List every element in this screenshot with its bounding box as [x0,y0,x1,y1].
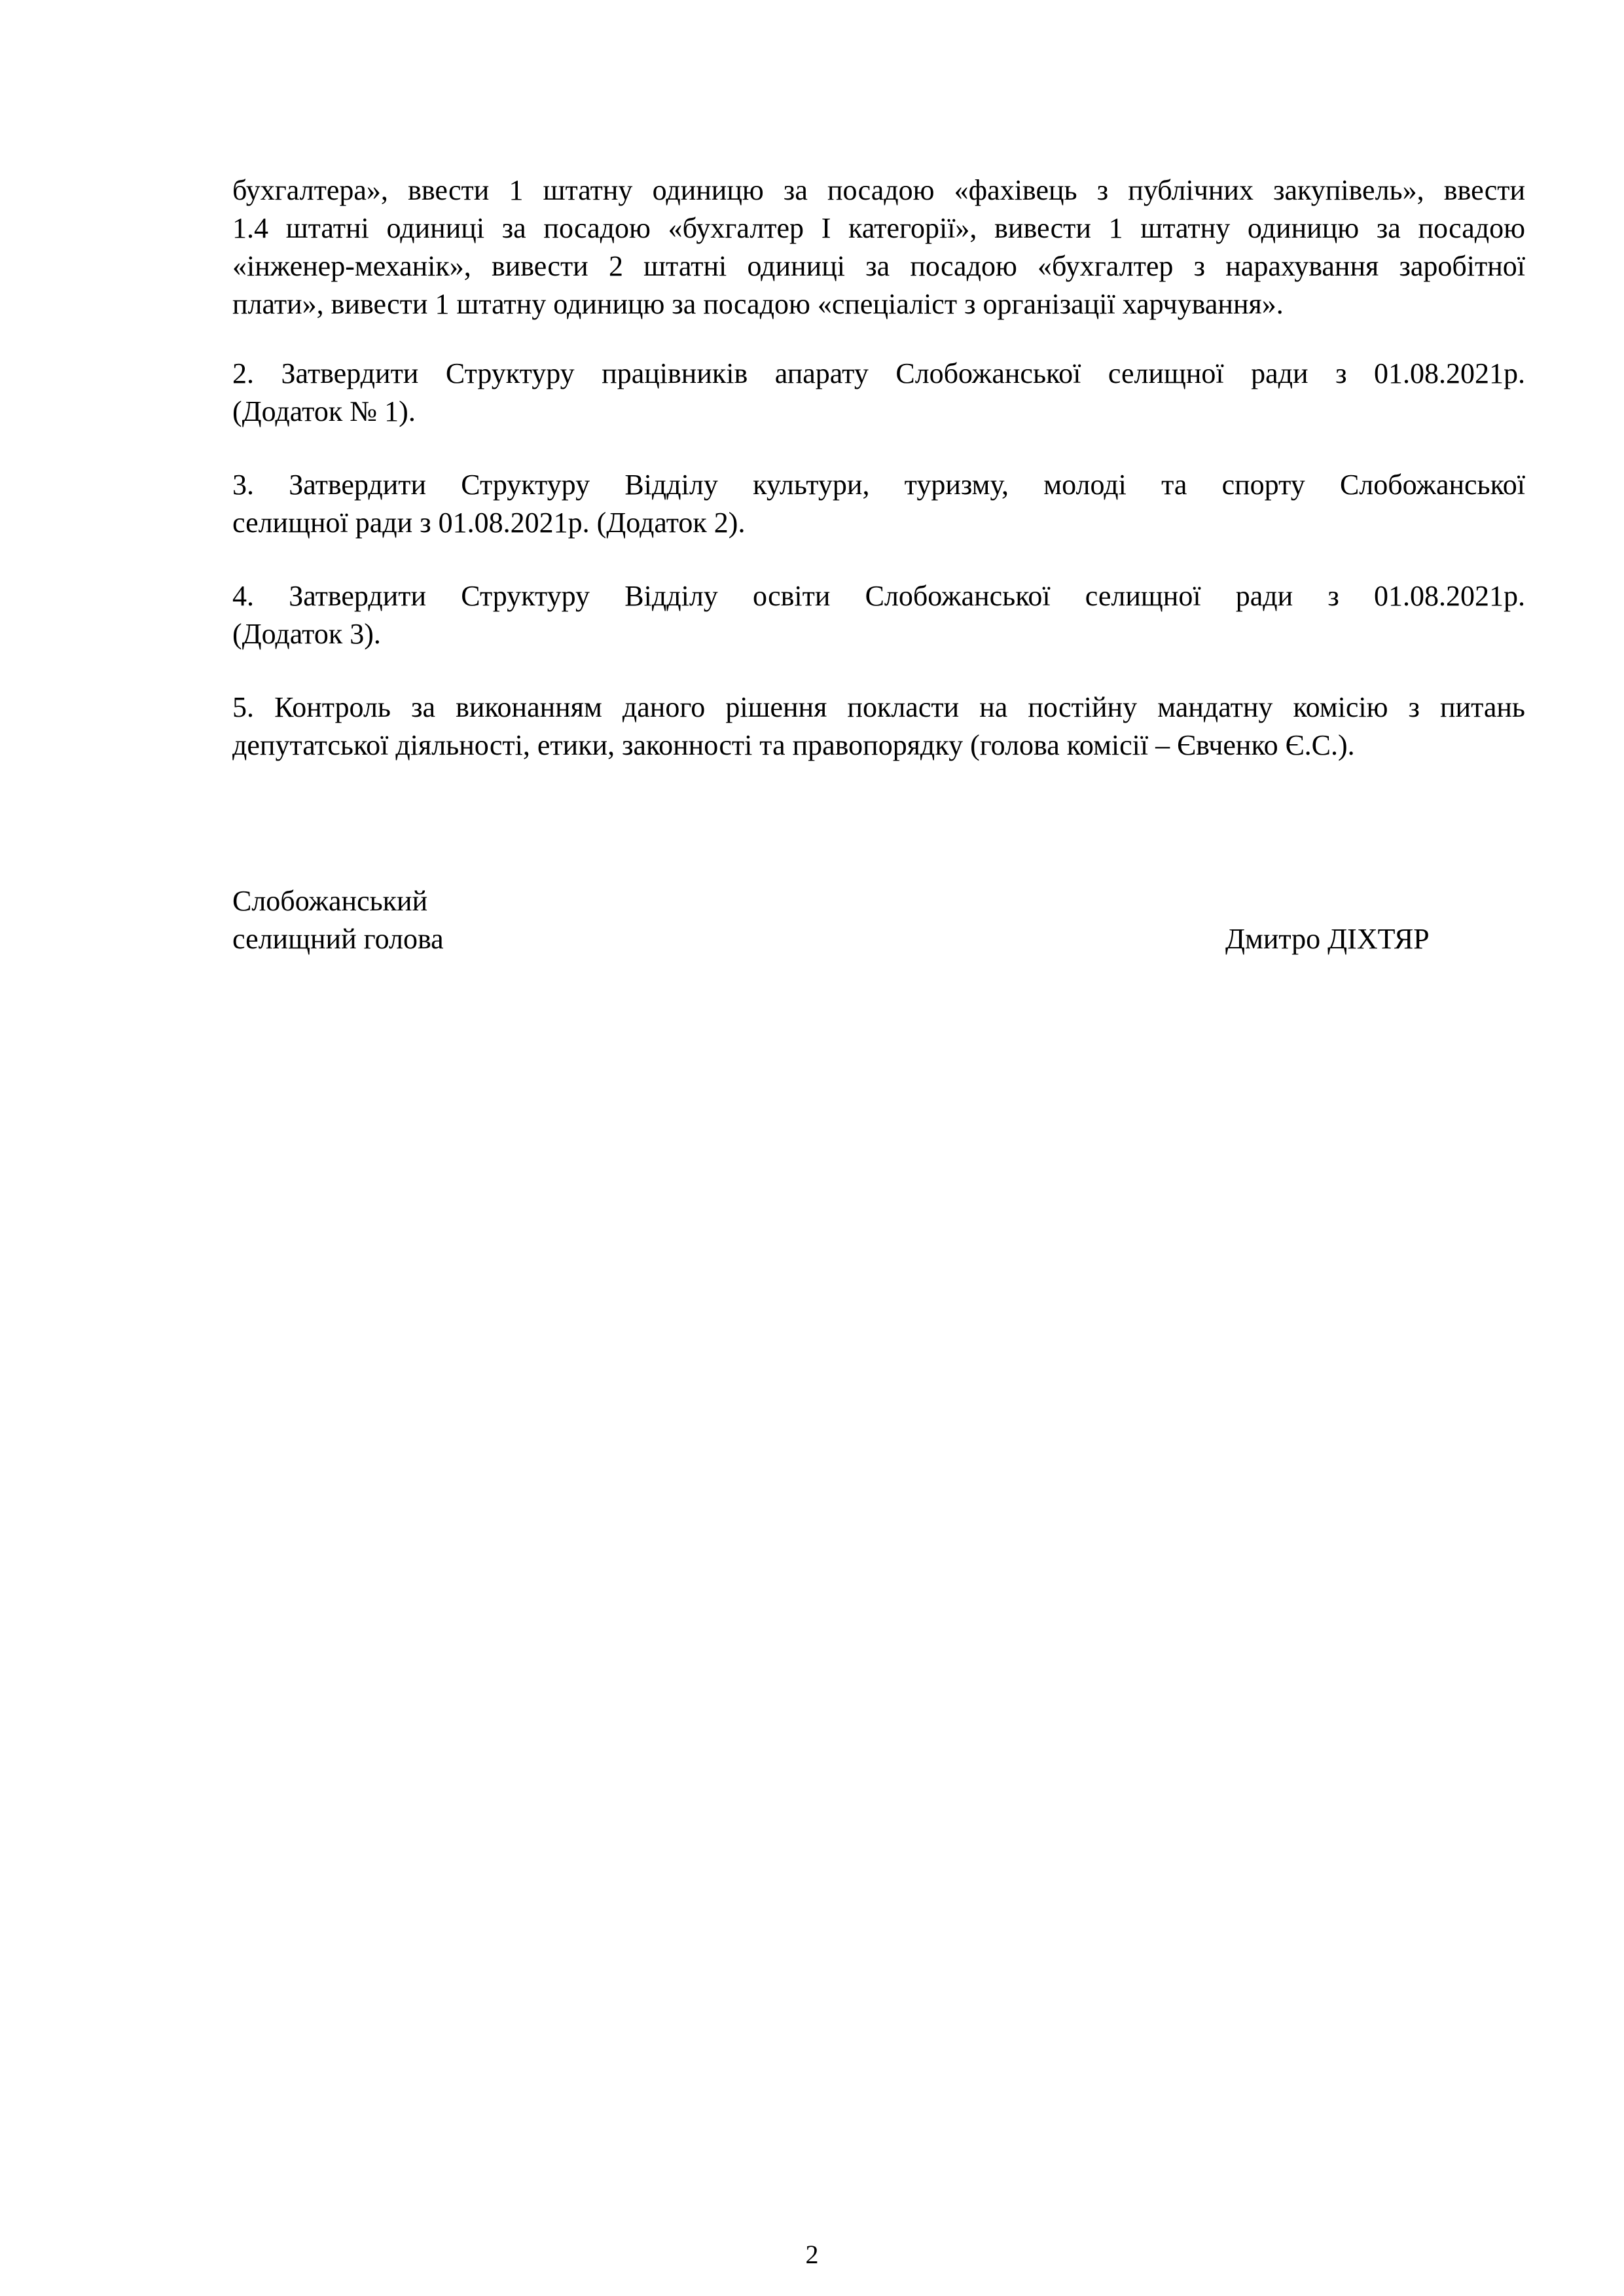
item-3-line-2: селищної ради з 01.08.2021р. (Додаток 2). [232,507,746,539]
signature-title-line-1: Слобожанський [232,885,428,917]
item-4-line-1: 4. Затвердити Структуру Відділу освіти Слобожанської селищної ради з 01.08.2021р. [232,580,1525,612]
intro-line-3: «інженер-механік», вивести 2 штатні одиниці за посадою «бухгалтер з нарахування заробітної [232,250,1525,282]
item-3-line-1: 3. Затвердити Структуру Відділу культури, туризму, молоді та спорту Слобожанської [232,469,1525,501]
intro-paragraph [232,171,1525,323]
intro-line-2: 1.4 штатні одиниці за посадою «бухгалтер І категорії», вивести 1 штатну одиницю за посадою [232,212,1525,244]
item-2-line-1: 2. Затвердити Структуру працівників апарату Слобожанської селищної ради з 01.08.2021р. [232,357,1525,389]
item-5-paragraph [232,689,1525,764]
item-4-line-2: (Додаток 3). [232,618,381,650]
item-4-paragraph [232,577,1525,653]
page-number: 2 [805,2240,819,2269]
item-2-line-2: (Додаток № 1). [232,395,416,427]
item-2-paragraph [232,355,1525,431]
signature-name: Дмитро ДІХТЯР [1225,923,1430,955]
item-3-paragraph [232,466,1525,542]
intro-line-1: бухгалтера», ввести 1 штатну одиницю за посадою «фахівець з публічних закупівель», ввести [232,174,1525,206]
item-5-line-1: 5. Контроль за виконанням даного рішення покласти на постійну мандатну комісію з питань [232,691,1525,723]
signature-title-line-2: селищний голова [232,923,444,955]
intro-line-4: плати», вивести 1 штатну одиницю за посадою «спеціаліст з організації харчування». [232,288,1284,320]
item-5-line-2: депутатської діяльності, етики, законності та правопорядку (голова комісії – Євченко Є.С.). [232,729,1355,761]
